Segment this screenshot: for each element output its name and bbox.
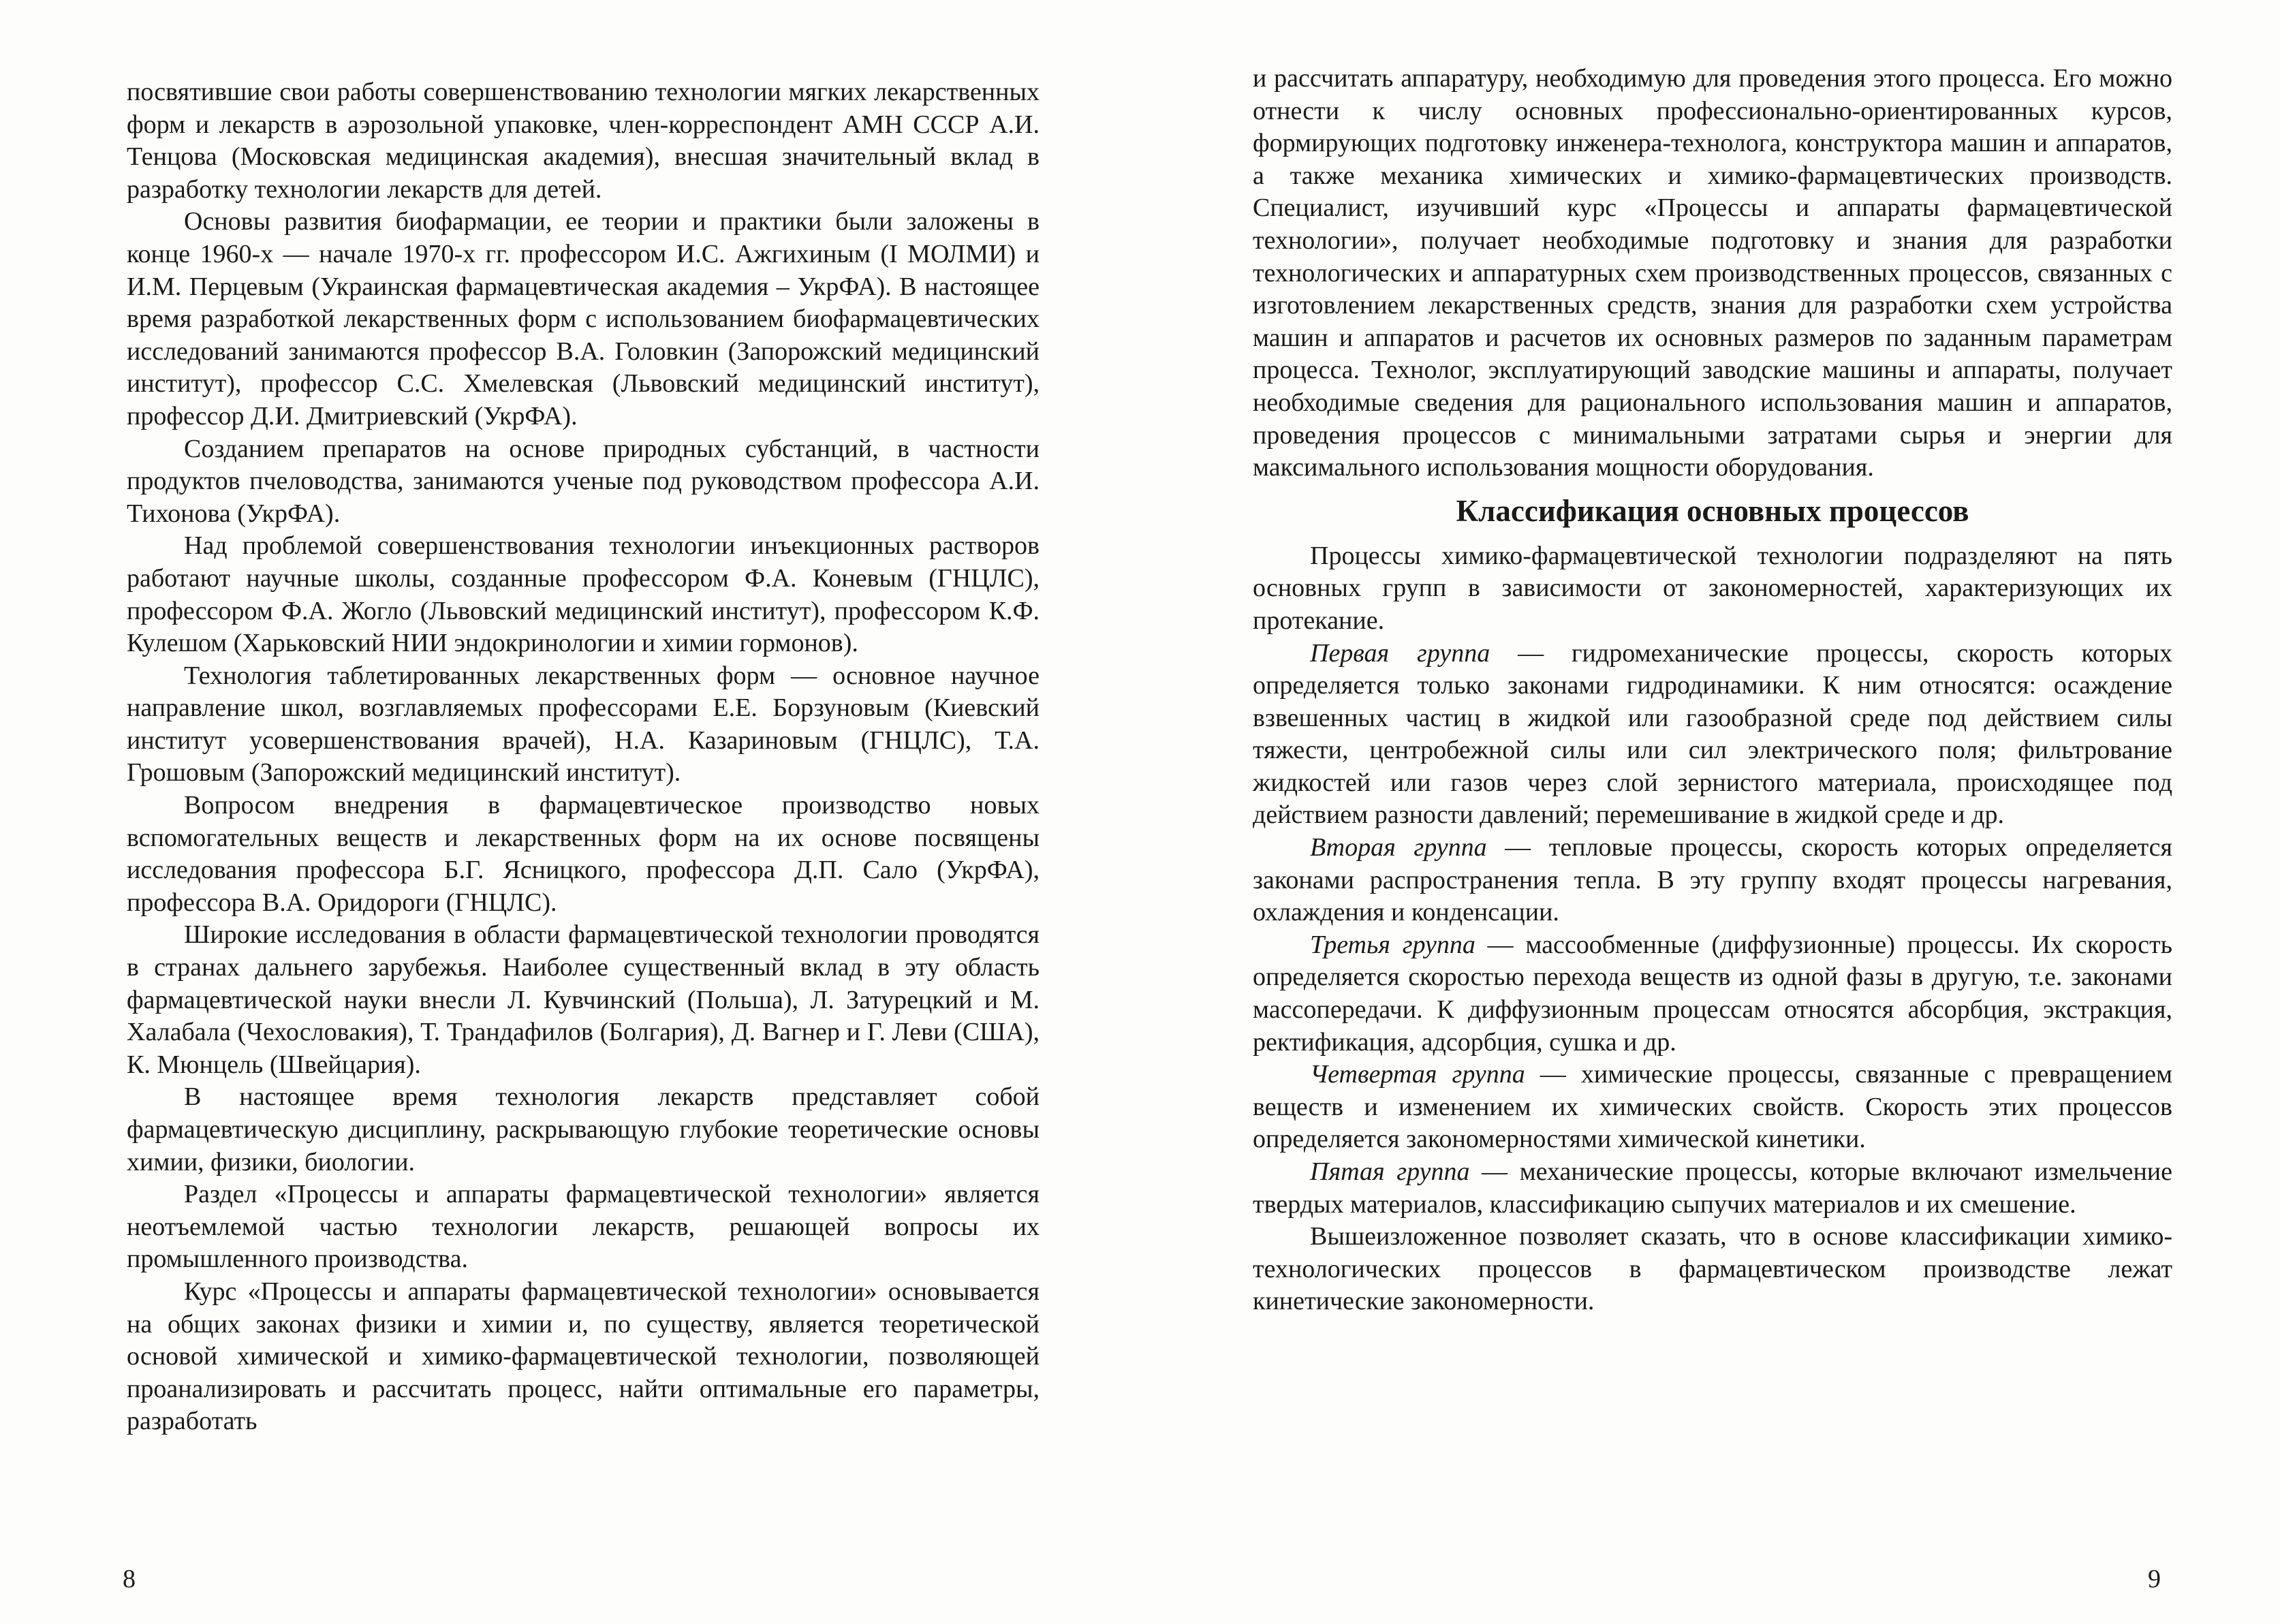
page-number: 8 [123,1565,136,1593]
group-name: Первая группа [1310,638,1490,668]
paragraph: Вышеизложенное позволяет сказать, что в основе классификации химико-технологических процессов в фармацевтическом производстве лежат кинетические закономерности. [1253,1222,2172,1316]
right-page-text [1253,63,2172,1318]
group-text: — механические процессы, которые включают измельчение твердых материалов, классификацию сыпучих материалов и их смешение. [1253,1157,2172,1219]
right-page [1140,0,2280,1624]
paragraph: Курс «Процессы и аппараты фармацевтической технологии» основывается на общих законах физики и химии и, по существу, является теоретической основой химической и химико-фармацевтической технологии, позволяющей проанализировать и рассчитать процесс, найти оптимальные его параметры, разработать [127,1277,1040,1436]
group-paragraph [1253,1059,2172,1156]
group-paragraph [1253,638,2172,832]
group-paragraph [1253,1156,2172,1221]
group-name: Вторая группа [1310,833,1487,862]
section-heading: Классификация основных процессов [1456,493,1969,528]
group-name: Пятая группа [1310,1157,1470,1186]
paragraph: Вопросом внедрения в фармацевтическое производство новых вспомогательных веществ и лекарственных форм на их основе посвящены исследования профессора Б.Г. Ясницкого, профессора Д.П. Сало (УкрФА), профессора В.А. Оридороги (ГНЦЛС). [127,791,1040,917]
paragraph: и рассчитать аппаратуру, необходимую для проведения этого процесса. Его можно отнести к числу основных профессионально-ориентированных курсов, формирующих подготовку инженера-технолога, конструктора машин и аппаратов, а также механика химических и химико-фармацевтических производств. Специалист, изучивший курс «Процессы и аппараты фармацевтической технологии», получает необходимые подготовку и знания для разработки технологических и аппаратурных схем производственных процессов, связанных с изготовлением лекарственных средств, знания для разработки схем устройства машин и аппаратов и расчетов их основных размеров по заданным параметрам процесса. Технолог, эксплуатирующий заводские машины и аппараты, получает необходимые сведения для рационального использования машин и аппаратов, проведения процессов с минимальными затратами сырья и энергии для максимального использования мощности оборудования. [1253,64,2172,482]
paragraph: Раздел «Процессы и аппараты фармацевтической технологии» является неотъемлемой частью технологии лекарств, решающей вопросы их промышленного производства. [127,1180,1040,1274]
group-name: Третья группа [1310,930,1475,959]
group-text: — гидромеханические процессы, скорость которых определяется только законами гидродинамики. К ним относятся: осаждение взвешенных частиц в жидкой или газообразной среде под действием силы тяжести, центробежной силы или сил электрического поля; фильтрование жидкостей или газов через слой зернистого материала, происходящее под действием разности давлений; перемешивание в жидкой среде и др. [1253,638,2172,830]
left-page-text [127,76,1040,1438]
paragraph: Широкие исследования в области фармацевтической технологии проводятся в странах дальнего зарубежья. Наиболее существенный вклад в эту область фармацевтической науки внесли Л. Кувчинский (Польша), Л. Затурецкий и М. Халабала (Чехословакия), Т. Трандафилов (Болгария), Д. Вагнер и Г. Леви (США), К. Мюнцель (Швейцария). [127,920,1040,1079]
paragraph: посвятившие свои работы совершенствованию технологии мягких лекарственных форм и лекарств в аэрозольной упаковке, член-корреспондент АМН СССР А.И. Тенцова (Московская медицинская академия), внесшая значительный вклад в разработку технологии лекарств для детей. [127,78,1040,204]
group-name: Четвертая группа [1310,1060,1525,1089]
paragraph: Процессы химико-фармацевтической технологии подразделяют на пять основных групп в зависимости от закономерностей, характеризующих их протекание. [1253,541,2172,635]
group-text: — тепловые процессы, скорость которых определяется законами распространения тепла. В эту группу входят процессы нагревания, охлаждения и конденсации. [1253,833,2172,927]
paragraph: В настоящее время технология лекарств представляет собой фармацевтическую дисциплину, раскрывающую глубокие теоретические основы химии, физики, биологии. [127,1082,1040,1176]
group-paragraph [1253,929,2172,1059]
group-paragraph [1253,832,2172,929]
page-number: 9 [2148,1565,2161,1593]
paragraph: Основы развития биофармации, ее теории и практики были заложены в конце 1960-х — начале 1970-х гг. профессором И.С. Ажгихиным (I МОЛМИ) и И.М. Перцевым (Украинская фармацевтическая академия – УкрФА). В настоящее время разработкой лекарственных форм с использованием биофармацевтических исследований занимаются профессор В.А. Головкин (Запорожский медицинский институт), профессор С.С. Хмелевская (Львовский медицинский институт), профессор Д.И. Дмитриевский (УкрФА). [127,207,1040,431]
group-text: — химические процессы, связанные с превращением веществ и изменением их химических свойств. Скорость этих процессов определяется закономерностями химической кинетики. [1253,1060,2172,1154]
paragraph: Технология таблетированных лекарственных форм — основное научное направление школ, возглавляемых профессорами Е.Е. Борзуновым (Киевский институт усовершенствования врачей), Н.А. Казариновым (ГНЦЛС), Т.А. Грошовым (Запорожский медицинский институт). [127,661,1040,787]
paragraph: Над проблемой совершенствования технологии инъекционных растворов работают научные школы, созданные профессором Ф.А. Коневым (ГНЦЛС), профессором Ф.А. Жогло (Львовский медицинский институт), профессором К.Ф. Кулешом (Харьковский НИИ эндокринологии и химии гормонов). [127,531,1040,658]
group-text: — массообменные (диффузионные) процессы. Их скорость определяется скоростью перехода веществ из одной фазы в другую, т.е. законами массопередачи. К диффузионным процессам относятся абсорбция, экстракция, ректификация, адсорбция, сушка и др. [1253,930,2172,1057]
paragraph: Созданием препаратов на основе природных субстанций, в частности продуктов пчеловодства, занимаются ученые под руководством профессора А.И. Тихонова (УкрФА). [127,434,1040,528]
